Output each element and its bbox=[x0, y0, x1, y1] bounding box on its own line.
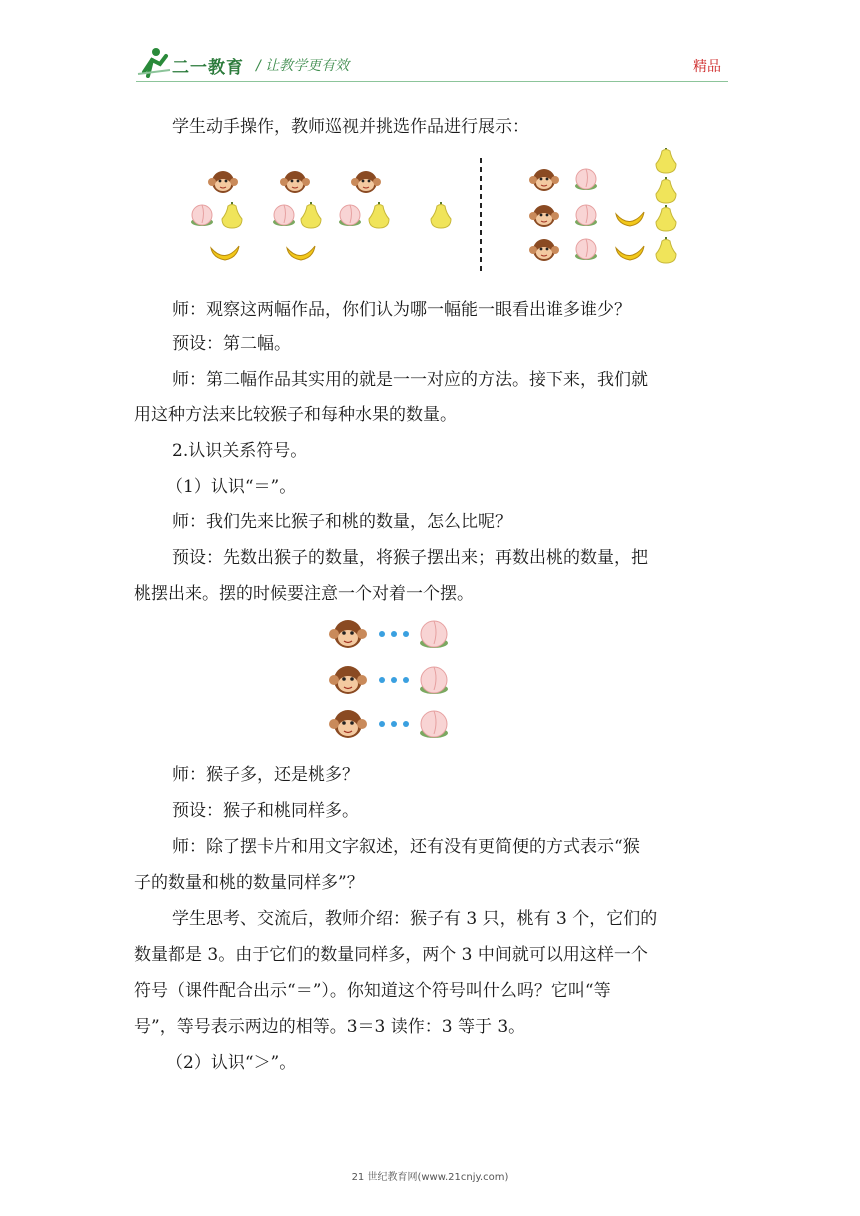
header-badge: 精品 bbox=[693, 59, 721, 75]
paragraph-4-line-1: 师：第二幅作品其实用的就是一一对应的方法。接下来，我们就 bbox=[172, 370, 648, 390]
page-header bbox=[0, 0, 860, 90]
paragraph-10: 预设：猴子和桃同样多。 bbox=[172, 801, 359, 821]
row-3 bbox=[329, 710, 448, 738]
row-1 bbox=[329, 620, 448, 648]
paragraph-2: 师：观察这两幅作品，你们认为哪一幅能一眼看出谁多谁少？ bbox=[172, 300, 631, 320]
paragraph-12-line-4: 号”，等号表示两边的相等。3＝3 读作：3 等于 3。 bbox=[134, 1017, 526, 1037]
paragraph-12-line-3: 符号（课件配合出示“＝”）。你知道这个符号叫什么吗？它叫“等 bbox=[134, 981, 611, 1001]
monkey-peach-correspondence-figure bbox=[320, 612, 470, 744]
paragraph-4-line-2: 用这种方法来比较猴子和每种水果的数量。 bbox=[134, 405, 457, 425]
paragraph-8-line-2: 桃摆出来。摆的时候要注意一个对着一个摆。 bbox=[134, 584, 474, 604]
paragraph-3: 预设：第二幅。 bbox=[172, 334, 291, 354]
left-work bbox=[191, 171, 451, 260]
header-divider bbox=[136, 81, 728, 82]
student-works-figure bbox=[180, 148, 700, 278]
paragraph-12-line-2: 数量都是 3。由于它们的数量同样多，两个 3 中间就可以用这样一个 bbox=[134, 945, 648, 965]
paragraph-6: （1）认识“＝”。 bbox=[166, 477, 297, 497]
paragraph-1: 学生动手操作，教师巡视并挑选作品进行展示： bbox=[172, 117, 529, 137]
paragraph-7: 师：我们先来比猴子和桃的数量，怎么比呢？ bbox=[172, 512, 512, 532]
logo-text: 二一教育 bbox=[172, 58, 244, 78]
paragraph-8-line-1: 预设：先数出猴子的数量，将猴子摆出来；再数出桃的数量，把 bbox=[172, 548, 648, 568]
paragraph-13: （2）认识“＞”。 bbox=[166, 1053, 297, 1073]
paragraph-9: 师：猴子多，还是桃多？ bbox=[172, 765, 359, 785]
right-work bbox=[529, 148, 676, 263]
paragraph-11-line-1: 师：除了摆卡片和用文字叙述，还有没有更简便的方式表示“猴 bbox=[172, 837, 640, 857]
page-footer: 21 世纪教育网(www.21cnjy.com) bbox=[351, 1172, 509, 1183]
header-slogan: / 让教学更有效 bbox=[256, 58, 350, 74]
paragraph-12-line-1: 学生思考、交流后，教师介绍：猴子有 3 只，桃有 3 个，它们的 bbox=[172, 909, 658, 929]
row-2 bbox=[329, 666, 448, 694]
paragraph-5: 2.认识关系符号。 bbox=[172, 441, 308, 461]
paragraph-11-line-2: 子的数量和桃的数量同样多”？ bbox=[134, 873, 364, 893]
